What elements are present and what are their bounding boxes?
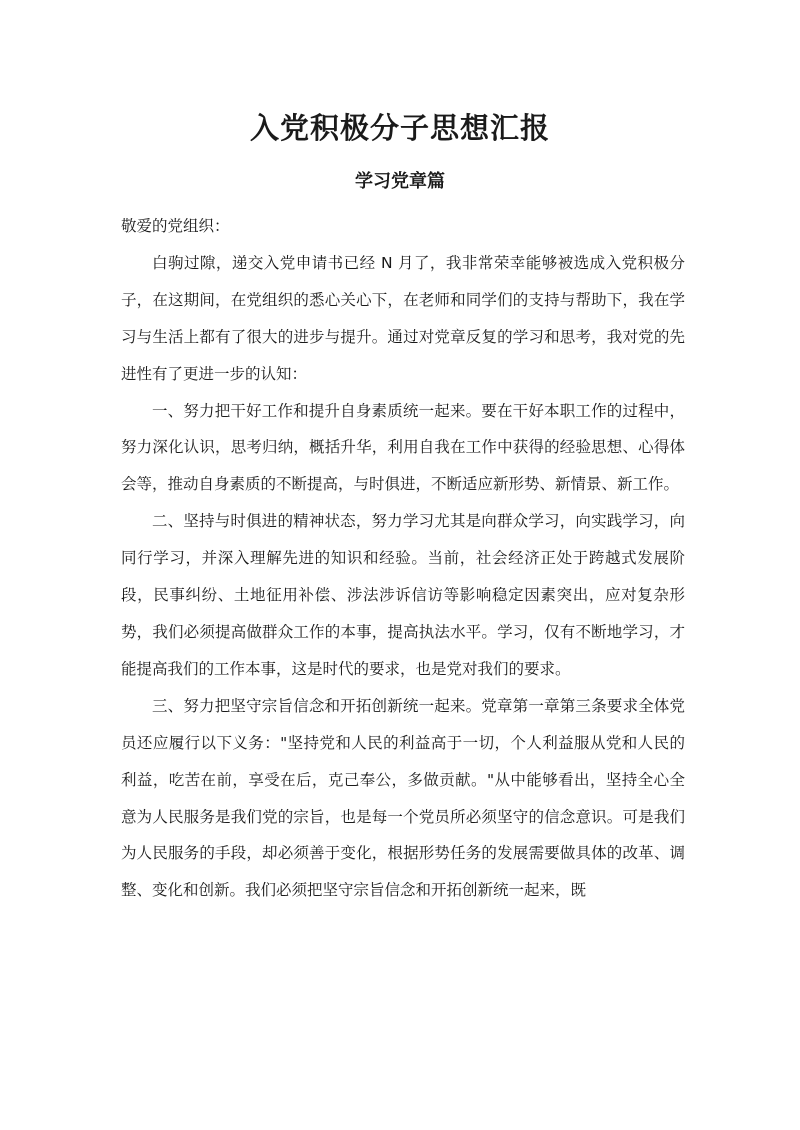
paragraph-intro: 白驹过隙，递交入党申请书已经 N 月了，我非常荣幸能够被选成入党积极分子，在这期间，在党组织的悉心关心下，在老师和同学们的支持与帮助下，我在学习与生活上都有了很大的进步与提升。通过对党章反复的学习和思考，我对党的先进性有了更进一步的认知： — [121, 253, 685, 383]
paragraph-point-two: 二、坚持与时俱进的精神状态，努力学习尤其是向群众学习，向实践学习，向同行学习，并深入理解先进的知识和经验。当前，社会经济正处于跨越式发展阶段，民事纠纷、土地征用补偿、涉法涉诉信访等影响稳定因素突出，应对复杂形势，我们必须提高做群众工作的本事，提高执法水平。学习，仅有不断地学习，才能提高我们的工作本事，这是时代的要求，也是党对我们的要求。 — [121, 512, 685, 678]
paragraph-point-one: 一、努力把干好工作和提升自身素质统一起来。要在干好本职工作的过程中，努力深化认识，思考归纳，概括升华，利用自我在工作中获得的经验思想、心得体会等，推动自身素质的不断提高，与时俱进，不断适应新形势、新情景、新工作。 — [121, 401, 685, 494]
salutation: 敬爱的党组织： — [121, 217, 230, 235]
document-subtitle: 学习党章篇 — [355, 171, 445, 192]
paragraph-point-three: 三、努力把坚守宗旨信念和开拓创新统一起来。党章第一章第三条要求全体党员还应履行以下义务："坚持党和人民的利益高于一切，个人利益服从党和人民的利益，吃苦在前，享受在后，克己奉公，多做贡献。"从中能够看出，坚持全心全意为人民服务是我们党的宗旨，也是每一个党员所必须坚守的信念意识。可是我们为人民服务的手段，却必须善于变化，根据形势任务的发展需要做具体的改革、调整、变化和创新。我们必须把坚守宗旨信念和开拓创新统一起来，既 — [121, 696, 685, 900]
document-title: 入党积极分子思想汇报 — [249, 111, 550, 145]
document-body — [121, 208, 685, 909]
